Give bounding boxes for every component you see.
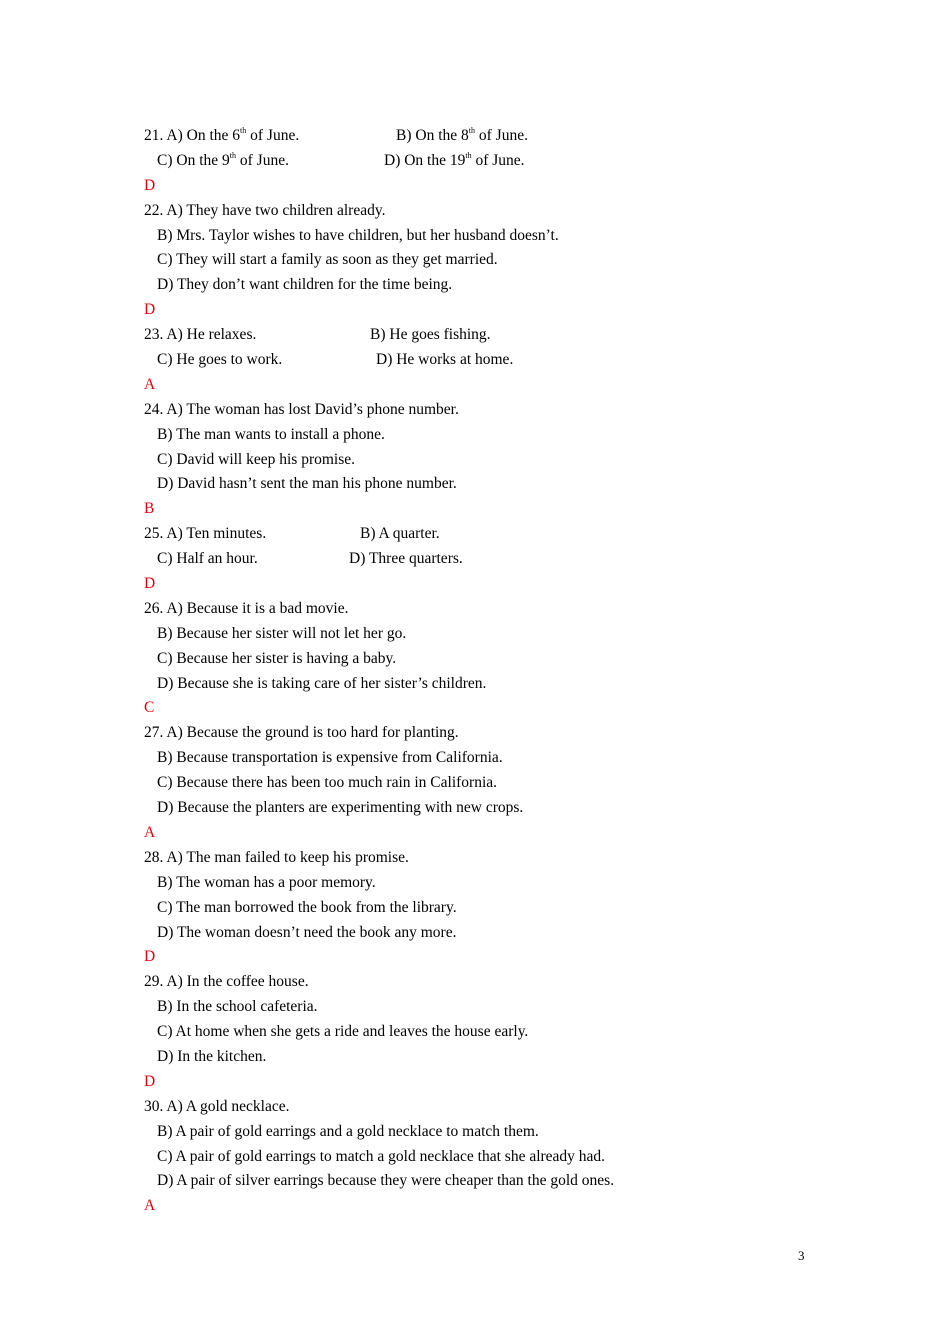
question-24-row-1 <box>144 398 824 423</box>
question-number: 24. <box>144 400 164 418</box>
question-30-row-1 <box>144 1095 824 1120</box>
answer-key: D <box>144 301 156 319</box>
option-d: D) A pair of silver earrings because they were cheaper than the gold ones. <box>157 1172 615 1190</box>
answer-key: A <box>144 823 156 841</box>
question-27 <box>144 721 824 845</box>
question-list <box>144 124 824 1219</box>
option-d: D) Three quarters. <box>349 550 463 568</box>
option-d: D) On the 19th of June. <box>384 150 525 169</box>
question-number: 22. <box>144 201 164 219</box>
question-25 <box>144 522 824 597</box>
question-24 <box>144 398 824 522</box>
option-a: A) He relaxes. <box>166 326 257 344</box>
question-21-row-1 <box>144 124 824 149</box>
option-a: A) In the coffee house. <box>166 973 309 991</box>
option-b: B) The man wants to install a phone. <box>157 425 385 443</box>
question-26 <box>144 597 824 721</box>
answer-key: C <box>144 699 155 717</box>
question-26-row-1 <box>144 597 824 622</box>
option-c: C) Because her sister is having a baby. <box>157 649 397 667</box>
option-a: A) They have two children already. <box>166 201 386 219</box>
option-d: D) In the kitchen. <box>157 1047 267 1065</box>
option-a: A) A gold necklace. <box>166 1097 290 1115</box>
option-d: D) Because she is taking care of her sister’s children. <box>157 674 487 692</box>
answer-key: D <box>144 948 156 966</box>
question-29-row-1 <box>144 970 824 995</box>
question-23-row-1 <box>144 323 824 348</box>
option-b: B) A pair of gold earrings and a gold necklace to match them. <box>157 1122 539 1140</box>
option-b: B) The woman has a poor memory. <box>157 873 376 891</box>
option-d: D) David hasn’t sent the man his phone number. <box>157 475 457 493</box>
option-b: B) Because her sister will not let her go. <box>157 624 407 642</box>
option-d: D) He works at home. <box>376 351 514 369</box>
option-b: B) He goes fishing. <box>370 326 491 344</box>
option-c: C) On the 9th of June. <box>157 150 289 169</box>
option-c: C) At home when she gets a ride and leaves the house early. <box>157 1023 529 1041</box>
answer-key: A <box>144 375 156 393</box>
option-b: B) On the 8th of June. <box>396 125 528 144</box>
question-21-row-2 <box>144 149 824 174</box>
option-a: A) The man failed to keep his promise. <box>166 848 409 866</box>
question-30 <box>144 1095 824 1219</box>
option-c: C) The man borrowed the book from the library. <box>157 898 457 916</box>
question-22-row-1 <box>144 199 824 224</box>
question-number: 25. <box>144 525 164 543</box>
question-27-row-1 <box>144 721 824 746</box>
option-d: D) They don’t want children for the time being. <box>157 276 453 294</box>
question-25-row-1 <box>144 522 824 547</box>
question-23-row-2 <box>144 348 824 373</box>
question-number: 29. <box>144 973 164 991</box>
question-22 <box>144 199 824 323</box>
option-a: A) Because the ground is too hard for planting. <box>166 724 459 742</box>
option-d: D) Because the planters are experimenting with new crops. <box>157 799 524 817</box>
option-b: B) In the school cafeteria. <box>157 998 318 1016</box>
option-a: A) Ten minutes. <box>166 525 267 543</box>
answer-key: A <box>144 1197 156 1215</box>
page-number: 3 <box>798 1248 805 1263</box>
option-c: C) Because there has been too much rain in California. <box>157 774 498 792</box>
question-29 <box>144 970 824 1094</box>
option-d: D) The woman doesn’t need the book any more. <box>157 923 457 941</box>
question-number: 23. <box>144 326 164 344</box>
question-28-row-1 <box>144 846 824 871</box>
option-c: C) A pair of gold earrings to match a gold necklace that she already had. <box>157 1147 606 1165</box>
option-c: C) David will keep his promise. <box>157 450 356 468</box>
question-28 <box>144 846 824 970</box>
question-number: 28. <box>144 848 164 866</box>
question-number: 26. <box>144 599 164 617</box>
question-number: 21. <box>144 127 164 144</box>
answer-key: D <box>144 575 156 593</box>
question-number: 27. <box>144 724 164 742</box>
answer-key: D <box>144 176 156 194</box>
question-number: 30. <box>144 1097 164 1115</box>
option-b: B) Mrs. Taylor wishes to have children, but her husband doesn’t. <box>157 226 559 244</box>
option-a: A) Because it is a bad movie. <box>166 599 349 617</box>
option-c: C) He goes to work. <box>157 351 283 369</box>
answer-key: B <box>144 500 155 518</box>
option-c: C) They will start a family as soon as they get married. <box>157 251 498 269</box>
option-b: B) A quarter. <box>360 525 440 543</box>
option-a: A) The woman has lost David’s phone number. <box>166 400 459 418</box>
option-c: C) Half an hour. <box>157 550 258 568</box>
question-21 <box>144 124 824 199</box>
option-a: A) On the 6th of June. <box>166 125 300 144</box>
question-25-row-2 <box>144 547 824 572</box>
option-b: B) Because transportation is expensive from California. <box>157 749 503 767</box>
question-23 <box>144 323 824 398</box>
answer-key: D <box>144 1072 156 1090</box>
